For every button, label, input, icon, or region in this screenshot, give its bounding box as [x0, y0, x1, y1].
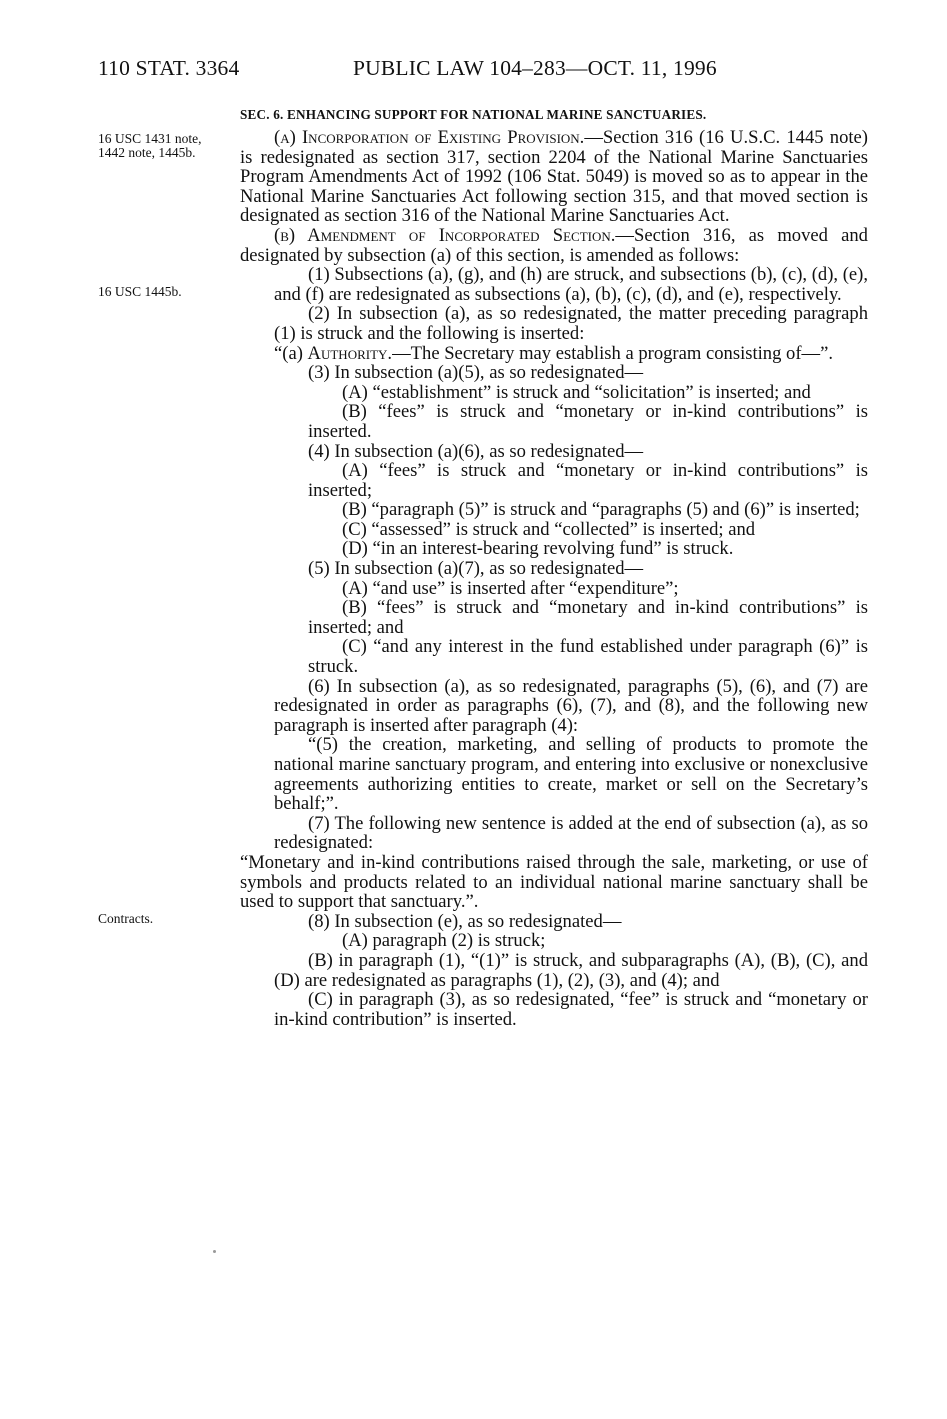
- margin-note-usc-1431: 16 USC 1431 note, 1442 note, 1445b.: [98, 131, 202, 160]
- paragraph-4-C: (C) “assessed” is struck and “collected” is inserted; and: [342, 518, 756, 540]
- margin-note-contracts: Contracts.: [98, 911, 154, 926]
- subsection-a-text: —Section 316 (16 U.S.C. 1445 note) is redesignated as section 317, section 2204 of the National Marine Sanctuaries Program Amendments Act of 1992 (106 Stat. 5049) is moved so as to appear in the National Marine Sanctuaries Act following section 315, and that moved section is designated as section 316 of the National Marine Sanctuaries Act.: [240, 127, 868, 227]
- paragraph-5-A: (A) “and use” is inserted after “expenditure”;: [342, 577, 679, 599]
- paragraph-4-D: (D) “in an interest-bearing revolving fund” is struck.: [342, 538, 734, 560]
- paragraph-8-A: (A) paragraph (2) is struck;: [342, 930, 546, 952]
- paragraph-3-B: (B) “fees” is struck and “monetary or in-kind contributions” is inserted.: [308, 401, 868, 442]
- paragraph-6-quoted: “(5) the creation, marketing, and selling of products to promote the national marine sanctuary program, and entering into exclusive or nonexclusive agreements authorizing entities to create, market or sell on the Secretary’s behalf;”.: [274, 734, 868, 815]
- paragraph-2-quoted: [240, 344, 868, 364]
- subsection-a-heading: (a) Incorporation of Existing Provision.: [274, 127, 585, 148]
- paragraph-6: (6) In subsection (a), as so redesignated, paragraphs (5), (6), and (7) are redesignated in order as paragraphs (6), (7), and (8), and the following new paragraph is inserted after paragraph (4):: [274, 675, 868, 736]
- paragraph-5: (5) In subsection (a)(7), as so redesignated—: [308, 558, 644, 580]
- paragraph-8: (8) In subsection (e), as so redesignated—: [308, 910, 622, 932]
- paragraph-5-C: (C) “and any interest in the fund established under paragraph (6)” is struck.: [308, 636, 868, 678]
- paragraph-4-B: (B) “paragraph (5)” is struck and “paragraphs (5) and (6)” is inserted;: [342, 499, 860, 521]
- section-body: [240, 128, 868, 1029]
- subsection-b-text: —Section 316, as moved and designated by subsection (a) of this section, is amended as follows:: [240, 224, 868, 266]
- statute-page-number: 110 STAT. 3364: [98, 56, 240, 80]
- subsection-a: [240, 128, 868, 226]
- paragraph-7: (7) The following new sentence is added at the end of subsection (a), as so redesignated:: [274, 812, 868, 854]
- paragraph-7-quoted: “Monetary and in-kind contributions raised through the sale, marketing, or use of symbols and products related to an individual national marine sanctuary shall be used to support that sanctuary.”.: [240, 851, 868, 913]
- paragraph-4-A: (A) “fees” is struck and “monetary or in-kind contributions” is inserted;: [308, 460, 868, 501]
- paragraph-8-C: (C) in paragraph (3), as so redesignated, “fee” is struck and “monetary or in-kind contribution” is inserted.: [274, 989, 868, 1030]
- margin-note-usc-1445b: 16 USC 1445b.: [98, 284, 182, 299]
- quoted-a-prefix: “(a): [274, 342, 308, 364]
- paragraph-2: (2) In subsection (a), as so redesignated, the matter preceding paragraph (1) is struck and the following is inserted:: [274, 303, 868, 344]
- section-heading: SEC. 6. ENHANCING SUPPORT FOR NATIONAL MARINE SANCTUARIES.: [240, 107, 707, 122]
- subsection-b-heading: (b) Amendment of Incorporated Section.: [274, 224, 616, 246]
- scan-speck: [213, 1250, 216, 1253]
- public-law-title: PUBLIC LAW 104–283—OCT. 11, 1996: [353, 56, 717, 80]
- paragraph-3: (3) In subsection (a)(5), as so redesignated—: [308, 362, 644, 384]
- paragraph-3-A: (A) “establishment” is struck and “solicitation” is inserted; and: [342, 381, 811, 403]
- quoted-authority-heading: Authority: [307, 342, 388, 364]
- subsection-b: [240, 226, 868, 265]
- paragraph-4: (4) In subsection (a)(6), as so redesignated—: [308, 440, 644, 462]
- paragraph-8-B: (B) in paragraph (1), “(1)” is struck, and subparagraphs (A), (B), (C), and (D) are redesignated as paragraphs (1), (2), (3), and (4); and: [274, 949, 868, 991]
- paragraph-1: (1) Subsections (a), (g), and (h) are struck, and subsections (b), (c), (d), (e), and (f) are redesignated as subsections (a), (b), (c), (d), and (e), respectively.: [274, 264, 868, 305]
- quoted-authority-text: .—The Secretary may establish a program consisting of—”.: [387, 342, 834, 364]
- paragraph-5-B: (B) “fees” is struck and “monetary and in-kind contributions” is inserted; and: [308, 597, 868, 638]
